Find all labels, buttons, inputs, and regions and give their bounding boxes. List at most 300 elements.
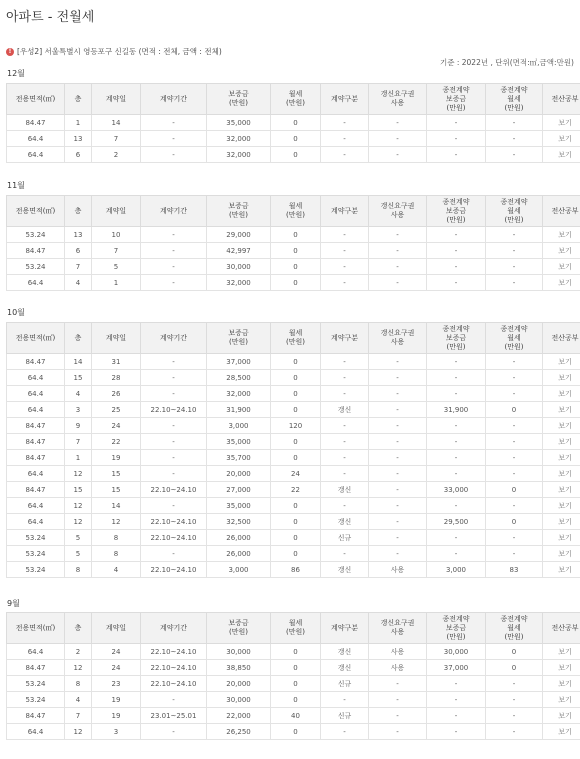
table-cell: - bbox=[486, 676, 543, 692]
view-link[interactable]: 보기 bbox=[543, 434, 580, 450]
table-row bbox=[7, 259, 580, 275]
table-cell: - bbox=[427, 243, 486, 259]
table-cell: - bbox=[427, 418, 486, 434]
table-cell: - bbox=[321, 370, 369, 386]
table-cell: 13 bbox=[65, 227, 92, 243]
table-cell: - bbox=[369, 450, 427, 466]
table-cell: 35,000 bbox=[207, 498, 271, 514]
table-cell: - bbox=[486, 498, 543, 514]
view-link[interactable]: 보기 bbox=[543, 115, 580, 131]
table-row bbox=[7, 227, 580, 243]
view-link[interactable]: 보기 bbox=[543, 354, 580, 370]
view-link[interactable]: 보기 bbox=[543, 482, 580, 498]
view-link[interactable]: 보기 bbox=[543, 243, 580, 259]
table-cell: - bbox=[369, 243, 427, 259]
table-cell: 33,000 bbox=[427, 482, 486, 498]
table-cell: 4 bbox=[65, 692, 92, 708]
table-cell: 22.10~24.10 bbox=[141, 402, 207, 418]
table-cell: 0 bbox=[486, 514, 543, 530]
table-cell: - bbox=[427, 546, 486, 562]
view-link[interactable]: 보기 bbox=[543, 514, 580, 530]
table-cell: 32,000 bbox=[207, 386, 271, 402]
table-cell: 38,850 bbox=[207, 660, 271, 676]
table-cell: 0 bbox=[271, 546, 321, 562]
table-cell: 31,900 bbox=[207, 402, 271, 418]
table-cell: 0 bbox=[486, 402, 543, 418]
month-label: 12월 bbox=[7, 69, 25, 78]
view-link[interactable]: 보기 bbox=[543, 498, 580, 514]
location-text: [우성2] 서울특별시 영등포구 신길동 (면적 : 전체, 금액 : 전체) bbox=[17, 47, 222, 56]
table-cell: 신규 bbox=[321, 530, 369, 546]
table-cell: - bbox=[369, 434, 427, 450]
column-header: 계약기간 bbox=[141, 323, 207, 354]
table-cell: 30,000 bbox=[207, 692, 271, 708]
table-cell: - bbox=[486, 131, 543, 147]
table-cell: 0 bbox=[271, 450, 321, 466]
table-cell: - bbox=[427, 227, 486, 243]
table-cell: - bbox=[141, 370, 207, 386]
table-cell: 64.4 bbox=[7, 514, 65, 530]
table-cell: 0 bbox=[271, 386, 321, 402]
column-header: 계약일 bbox=[92, 196, 141, 227]
table-cell: - bbox=[486, 450, 543, 466]
table-cell: 64.4 bbox=[7, 498, 65, 514]
table-cell: 신규 bbox=[321, 708, 369, 724]
table-cell: 13 bbox=[65, 131, 92, 147]
table-cell: 4 bbox=[92, 562, 141, 578]
table-cell: 35,000 bbox=[207, 434, 271, 450]
month-label: 10월 bbox=[7, 308, 25, 317]
view-link[interactable]: 보기 bbox=[543, 660, 580, 676]
column-header: 종전계약 보증금 (만원) bbox=[427, 613, 486, 644]
table-cell: - bbox=[369, 131, 427, 147]
table-cell: 0 bbox=[271, 660, 321, 676]
table-cell: 25 bbox=[92, 402, 141, 418]
column-header: 갱신요구권 사용 bbox=[369, 196, 427, 227]
table-cell: 갱신 bbox=[321, 660, 369, 676]
column-header: 전용면적(㎡) bbox=[7, 196, 65, 227]
view-link[interactable]: 보기 bbox=[543, 370, 580, 386]
table-header-row bbox=[7, 196, 580, 227]
table-cell: - bbox=[369, 482, 427, 498]
rent-table bbox=[6, 195, 580, 291]
column-header: 계약구분 bbox=[321, 323, 369, 354]
rent-table bbox=[6, 83, 580, 163]
table-cell: - bbox=[321, 275, 369, 291]
table-cell: - bbox=[486, 466, 543, 482]
table-cell: - bbox=[427, 115, 486, 131]
table-cell: 22 bbox=[271, 482, 321, 498]
table-row bbox=[7, 676, 580, 692]
view-link[interactable]: 보기 bbox=[543, 147, 580, 163]
column-header: 월세 (만원) bbox=[271, 84, 321, 115]
table-cell: - bbox=[369, 402, 427, 418]
table-cell: 42,997 bbox=[207, 243, 271, 259]
month-label: 11월 bbox=[7, 181, 25, 190]
table-cell: - bbox=[141, 498, 207, 514]
column-header: 전산공부 bbox=[543, 323, 580, 354]
table-cell: - bbox=[141, 546, 207, 562]
table-cell: 31 bbox=[92, 354, 141, 370]
table-cell: 37,000 bbox=[427, 660, 486, 676]
table-cell: 22.10~24.10 bbox=[141, 562, 207, 578]
column-header: 전용면적(㎡) bbox=[7, 613, 65, 644]
table-cell: 26,000 bbox=[207, 546, 271, 562]
view-link[interactable]: 보기 bbox=[543, 275, 580, 291]
table-cell: - bbox=[486, 227, 543, 243]
table-cell: 19 bbox=[92, 692, 141, 708]
table-cell: 32,500 bbox=[207, 514, 271, 530]
table-cell: 22,000 bbox=[207, 708, 271, 724]
table-cell: - bbox=[369, 546, 427, 562]
table-cell: 0 bbox=[486, 644, 543, 660]
table-cell: 24 bbox=[271, 466, 321, 482]
table-cell: 5 bbox=[65, 546, 92, 562]
table-cell: - bbox=[427, 147, 486, 163]
table-cell: - bbox=[321, 418, 369, 434]
table-cell: - bbox=[486, 724, 543, 740]
table-cell: 2 bbox=[92, 147, 141, 163]
table-cell: 3,000 bbox=[207, 562, 271, 578]
table-cell: 15 bbox=[65, 482, 92, 498]
table-cell: 사용 bbox=[369, 660, 427, 676]
column-header: 계약일 bbox=[92, 613, 141, 644]
table-cell: 84.47 bbox=[7, 708, 65, 724]
column-header: 갱신요구권 사용 bbox=[369, 613, 427, 644]
table-cell: 84.47 bbox=[7, 434, 65, 450]
column-header: 종전계약 월세 (만원) bbox=[486, 613, 543, 644]
table-cell: 22.10~24.10 bbox=[141, 660, 207, 676]
table-cell: 14 bbox=[92, 115, 141, 131]
table-cell: 4 bbox=[65, 275, 92, 291]
table-row bbox=[7, 402, 580, 418]
table-cell: 6 bbox=[65, 147, 92, 163]
rent-table bbox=[6, 612, 580, 740]
table-cell: 12 bbox=[92, 514, 141, 530]
table-cell: 83 bbox=[486, 562, 543, 578]
view-link[interactable]: 보기 bbox=[543, 644, 580, 660]
table-cell: - bbox=[427, 466, 486, 482]
table-cell: - bbox=[369, 514, 427, 530]
table-cell: - bbox=[141, 259, 207, 275]
view-link[interactable]: 보기 bbox=[543, 530, 580, 546]
table-cell: - bbox=[369, 530, 427, 546]
column-header: 전산공부 bbox=[543, 84, 580, 115]
table-cell: 22.10~24.10 bbox=[141, 676, 207, 692]
table-cell: - bbox=[141, 275, 207, 291]
table-cell: 84.47 bbox=[7, 243, 65, 259]
table-cell: 15 bbox=[65, 370, 92, 386]
view-link[interactable]: 보기 bbox=[543, 466, 580, 482]
table-cell: - bbox=[427, 692, 486, 708]
table-cell: 64.4 bbox=[7, 147, 65, 163]
table-cell: - bbox=[141, 131, 207, 147]
location-info bbox=[6, 46, 222, 57]
table-cell: 53.24 bbox=[7, 676, 65, 692]
table-cell: 갱신 bbox=[321, 482, 369, 498]
column-header: 층 bbox=[65, 84, 92, 115]
column-header: 층 bbox=[65, 196, 92, 227]
view-link[interactable]: 보기 bbox=[543, 692, 580, 708]
table-cell: 갱신 bbox=[321, 644, 369, 660]
table-row bbox=[7, 498, 580, 514]
table-row bbox=[7, 131, 580, 147]
table-row bbox=[7, 147, 580, 163]
column-header: 종전계약 보증금 (만원) bbox=[427, 196, 486, 227]
table-cell: 갱신 bbox=[321, 402, 369, 418]
column-header: 계약구분 bbox=[321, 613, 369, 644]
table-cell: - bbox=[486, 275, 543, 291]
table-row bbox=[7, 243, 580, 259]
table-cell: - bbox=[369, 386, 427, 402]
view-link[interactable]: 보기 bbox=[543, 708, 580, 724]
table-cell: 27,000 bbox=[207, 482, 271, 498]
table-cell: 53.24 bbox=[7, 530, 65, 546]
table-cell: 20,000 bbox=[207, 466, 271, 482]
table-cell: - bbox=[427, 275, 486, 291]
table-cell: 2 bbox=[65, 644, 92, 660]
column-header: 계약일 bbox=[92, 323, 141, 354]
table-cell: 0 bbox=[271, 243, 321, 259]
table-cell: 30,000 bbox=[207, 644, 271, 660]
table-cell: 22.10~24.10 bbox=[141, 530, 207, 546]
view-link[interactable]: 보기 bbox=[543, 227, 580, 243]
table-cell: - bbox=[427, 354, 486, 370]
table-cell: - bbox=[427, 386, 486, 402]
column-header: 전산공부 bbox=[543, 613, 580, 644]
table-cell: 29,500 bbox=[427, 514, 486, 530]
view-link[interactable]: 보기 bbox=[543, 562, 580, 578]
table-cell: 0 bbox=[271, 644, 321, 660]
table-row bbox=[7, 275, 580, 291]
column-header: 보증금 (만원) bbox=[207, 196, 271, 227]
table-cell: - bbox=[486, 243, 543, 259]
table-cell: - bbox=[141, 354, 207, 370]
table-cell: - bbox=[141, 724, 207, 740]
table-cell: 0 bbox=[271, 354, 321, 370]
column-header: 계약구분 bbox=[321, 84, 369, 115]
table-cell: 12 bbox=[65, 660, 92, 676]
table-cell: - bbox=[369, 354, 427, 370]
rent-table bbox=[6, 322, 580, 578]
column-header: 층 bbox=[65, 613, 92, 644]
table-cell: - bbox=[369, 676, 427, 692]
table-cell: 53.24 bbox=[7, 259, 65, 275]
table-cell: 64.4 bbox=[7, 644, 65, 660]
column-header: 보증금 (만원) bbox=[207, 84, 271, 115]
basis-text: 기준 : 2022년 , 단위(면적:㎡,금액:만원) bbox=[439, 58, 574, 67]
table-cell: 26,000 bbox=[207, 530, 271, 546]
table-cell: - bbox=[321, 724, 369, 740]
table-cell: 32,000 bbox=[207, 275, 271, 291]
column-header: 계약구분 bbox=[321, 196, 369, 227]
table-cell: 0 bbox=[271, 434, 321, 450]
table-cell: 0 bbox=[271, 530, 321, 546]
alert-icon: ! bbox=[6, 48, 14, 56]
table-row bbox=[7, 514, 580, 530]
table-cell: 28,500 bbox=[207, 370, 271, 386]
table-cell: 갱신 bbox=[321, 562, 369, 578]
table-cell: 7 bbox=[65, 708, 92, 724]
table-cell: 20,000 bbox=[207, 676, 271, 692]
table-cell: 8 bbox=[65, 562, 92, 578]
table-cell: - bbox=[486, 370, 543, 386]
table-cell: 84.47 bbox=[7, 354, 65, 370]
table-cell: 64.4 bbox=[7, 402, 65, 418]
table-cell: - bbox=[141, 147, 207, 163]
table-cell: - bbox=[427, 530, 486, 546]
table-cell: - bbox=[321, 498, 369, 514]
column-header: 계약기간 bbox=[141, 84, 207, 115]
table-cell: - bbox=[486, 530, 543, 546]
column-header: 계약기간 bbox=[141, 196, 207, 227]
view-link[interactable]: 보기 bbox=[543, 724, 580, 740]
table-cell: 0 bbox=[271, 724, 321, 740]
table-cell: - bbox=[486, 354, 543, 370]
table-cell: - bbox=[427, 450, 486, 466]
table-cell: 22 bbox=[92, 434, 141, 450]
table-cell: 14 bbox=[92, 498, 141, 514]
table-cell: - bbox=[321, 131, 369, 147]
table-row bbox=[7, 660, 580, 676]
table-cell: - bbox=[369, 370, 427, 386]
table-row bbox=[7, 562, 580, 578]
view-link[interactable]: 보기 bbox=[543, 386, 580, 402]
table-row bbox=[7, 354, 580, 370]
table-cell: - bbox=[486, 418, 543, 434]
view-link[interactable]: 보기 bbox=[543, 546, 580, 562]
table-cell: - bbox=[321, 259, 369, 275]
table-cell: - bbox=[369, 692, 427, 708]
table-cell: - bbox=[141, 243, 207, 259]
table-cell: 3,000 bbox=[427, 562, 486, 578]
view-link[interactable]: 보기 bbox=[543, 131, 580, 147]
table-cell: - bbox=[486, 115, 543, 131]
table-cell: 64.4 bbox=[7, 386, 65, 402]
table-cell: - bbox=[321, 546, 369, 562]
table-cell: - bbox=[141, 450, 207, 466]
table-cell: 7 bbox=[92, 131, 141, 147]
table-cell: - bbox=[141, 418, 207, 434]
table-row bbox=[7, 450, 580, 466]
table-cell: 19 bbox=[92, 450, 141, 466]
table-cell: - bbox=[321, 227, 369, 243]
table-cell: 53.24 bbox=[7, 692, 65, 708]
column-header: 종전계약 월세 (만원) bbox=[486, 196, 543, 227]
table-cell: 0 bbox=[271, 259, 321, 275]
view-link[interactable]: 보기 bbox=[543, 259, 580, 275]
table-cell: 84.47 bbox=[7, 115, 65, 131]
column-header: 갱신요구권 사용 bbox=[369, 323, 427, 354]
column-header: 전산공부 bbox=[543, 196, 580, 227]
view-link[interactable]: 보기 bbox=[543, 676, 580, 692]
table-cell: 30,000 bbox=[427, 644, 486, 660]
table-row bbox=[7, 434, 580, 450]
column-header: 전용면적(㎡) bbox=[7, 84, 65, 115]
table-cell: 22.10~24.10 bbox=[141, 514, 207, 530]
table-cell: 22.10~24.10 bbox=[141, 482, 207, 498]
table-row bbox=[7, 546, 580, 562]
table-cell: 7 bbox=[65, 259, 92, 275]
table-cell: - bbox=[427, 724, 486, 740]
table-cell: 22.10~24.10 bbox=[141, 644, 207, 660]
table-cell: 8 bbox=[92, 530, 141, 546]
table-row bbox=[7, 418, 580, 434]
table-cell: - bbox=[427, 370, 486, 386]
view-link[interactable]: 보기 bbox=[543, 418, 580, 434]
table-cell: - bbox=[427, 708, 486, 724]
table-row bbox=[7, 466, 580, 482]
table-cell: 84.47 bbox=[7, 418, 65, 434]
table-row bbox=[7, 530, 580, 546]
table-cell: 30,000 bbox=[207, 259, 271, 275]
table-cell: - bbox=[321, 466, 369, 482]
table-cell: 24 bbox=[92, 644, 141, 660]
table-cell: - bbox=[486, 434, 543, 450]
table-cell: 신규 bbox=[321, 676, 369, 692]
table-cell: 31,900 bbox=[427, 402, 486, 418]
table-cell: 14 bbox=[65, 354, 92, 370]
table-cell: - bbox=[486, 692, 543, 708]
table-cell: 0 bbox=[271, 227, 321, 243]
column-header: 종전계약 월세 (만원) bbox=[486, 84, 543, 115]
table-cell: 3,000 bbox=[207, 418, 271, 434]
table-cell: 32,000 bbox=[207, 147, 271, 163]
table-cell: 24 bbox=[92, 418, 141, 434]
table-cell: 5 bbox=[92, 259, 141, 275]
table-cell: 6 bbox=[65, 243, 92, 259]
table-cell: 9 bbox=[65, 418, 92, 434]
table-cell: 7 bbox=[65, 434, 92, 450]
column-header: 종전계약 보증금 (만원) bbox=[427, 84, 486, 115]
table-cell: - bbox=[321, 115, 369, 131]
table-cell: 15 bbox=[92, 482, 141, 498]
table-cell: - bbox=[321, 243, 369, 259]
view-link[interactable]: 보기 bbox=[543, 450, 580, 466]
view-link[interactable]: 보기 bbox=[543, 402, 580, 418]
table-cell: 5 bbox=[65, 530, 92, 546]
table-cell: 8 bbox=[92, 546, 141, 562]
table-cell: 23.01~25.01 bbox=[141, 708, 207, 724]
table-cell: 0 bbox=[271, 275, 321, 291]
table-row bbox=[7, 692, 580, 708]
table-cell: 0 bbox=[271, 498, 321, 514]
table-cell: 26,250 bbox=[207, 724, 271, 740]
table-cell: - bbox=[141, 466, 207, 482]
table-cell: 0 bbox=[271, 115, 321, 131]
column-header: 월세 (만원) bbox=[271, 323, 321, 354]
table-cell: 갱신 bbox=[321, 514, 369, 530]
table-row bbox=[7, 482, 580, 498]
table-row bbox=[7, 115, 580, 131]
table-cell: 120 bbox=[271, 418, 321, 434]
table-cell: 3 bbox=[92, 724, 141, 740]
column-header: 전용면적(㎡) bbox=[7, 323, 65, 354]
table-cell: - bbox=[141, 692, 207, 708]
table-cell: - bbox=[369, 724, 427, 740]
column-header: 층 bbox=[65, 323, 92, 354]
table-cell: - bbox=[369, 498, 427, 514]
table-cell: - bbox=[369, 708, 427, 724]
table-cell: 40 bbox=[271, 708, 321, 724]
table-cell: - bbox=[427, 498, 486, 514]
table-cell: 1 bbox=[65, 115, 92, 131]
table-cell: - bbox=[486, 259, 543, 275]
column-header: 계약일 bbox=[92, 84, 141, 115]
table-cell: 37,000 bbox=[207, 354, 271, 370]
table-cell: 7 bbox=[92, 243, 141, 259]
table-cell: 사용 bbox=[369, 644, 427, 660]
